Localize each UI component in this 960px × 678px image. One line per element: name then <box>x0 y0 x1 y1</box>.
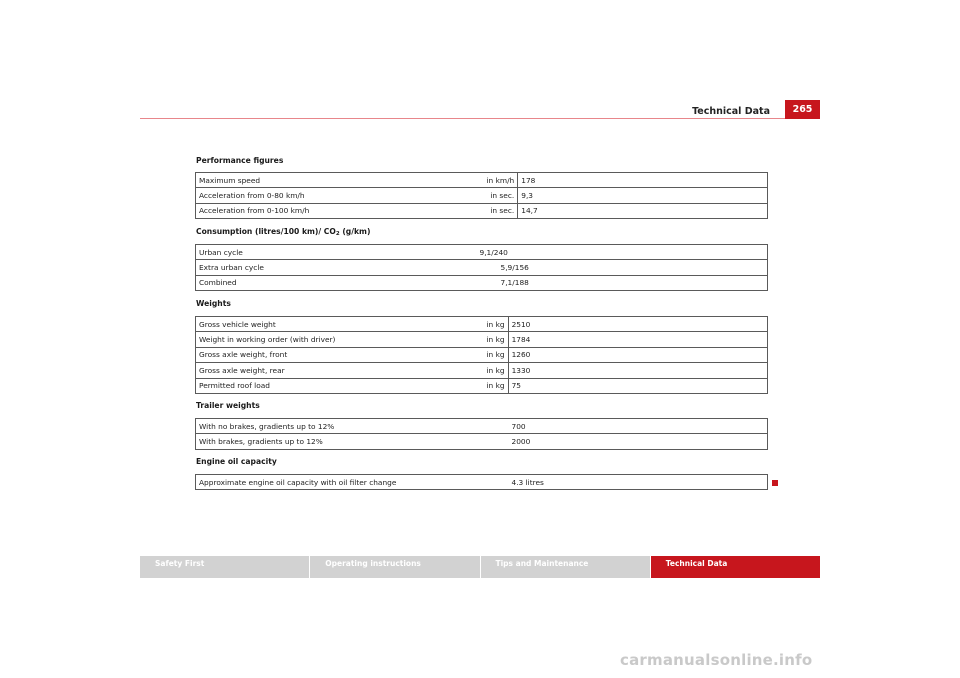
table-row <box>196 419 768 434</box>
table-row <box>196 347 768 362</box>
row-value: 75 <box>508 378 767 393</box>
row-label: Urban cycle <box>196 245 477 260</box>
table-row <box>196 275 768 290</box>
row-value: 1260 <box>508 347 767 362</box>
row-value: 9,1/240 <box>477 245 768 260</box>
row-label: Acceleration from 0-100 km/h <box>196 203 484 218</box>
row-value: 9,3 <box>518 188 768 203</box>
row-value: 1784 <box>508 332 767 347</box>
section-title-performance: Performance figures <box>196 156 284 165</box>
row-value: 2000 <box>484 434 768 449</box>
watermark: carmanualsonline.info <box>620 651 813 669</box>
row-label: With brakes, gradients up to 12% <box>196 434 484 449</box>
row-label: Acceleration from 0-80 km/h <box>196 188 484 203</box>
trailer-table <box>195 418 768 450</box>
row-unit: in km/h <box>484 173 518 188</box>
row-label: Permitted roof load <box>196 378 484 393</box>
row-value: 700 <box>484 419 768 434</box>
row-value: 14,7 <box>518 203 768 218</box>
consumption-title-tail: (g/km) <box>339 227 371 236</box>
row-value: 5,9/156 <box>477 260 768 275</box>
row-value: 4.3 litres <box>484 475 768 490</box>
row-value: 2510 <box>508 317 767 332</box>
consumption-table <box>195 244 768 291</box>
table-row <box>196 434 768 449</box>
consumption-title-subscript: 2 <box>335 231 340 237</box>
row-label: Weight in working order (with driver) <box>196 332 484 347</box>
table-row <box>196 188 768 203</box>
row-unit: in sec. <box>484 188 518 203</box>
row-label: Gross axle weight, front <box>196 347 484 362</box>
row-label: With no brakes, gradients up to 12% <box>196 419 484 434</box>
table-row <box>196 378 768 393</box>
section-title-oil: Engine oil capacity <box>196 457 277 466</box>
footer-tab-operating-instructions[interactable]: Operating instructions <box>310 556 479 578</box>
consumption-title-main: Consumption (litres/100 km)/ CO <box>196 227 336 236</box>
row-label: Combined <box>196 275 477 290</box>
row-unit: in kg <box>484 347 509 362</box>
footer-navigation <box>140 556 820 578</box>
row-label: Gross vehicle weight <box>196 317 484 332</box>
row-unit: in kg <box>484 363 509 378</box>
row-label: Gross axle weight, rear <box>196 363 484 378</box>
row-unit: in kg <box>484 378 509 393</box>
table-row <box>196 317 768 332</box>
footer-tab-technical-data[interactable]: Technical Data <box>651 556 820 578</box>
row-label: Approximate engine oil capacity with oil filter change <box>196 475 484 490</box>
footer-tab-safety-first[interactable]: Safety First <box>140 556 309 578</box>
section-title-consumption <box>196 227 370 237</box>
page-number: 265 <box>785 100 820 119</box>
page-header-title: Technical Data <box>692 106 770 117</box>
row-value: 7,1/188 <box>477 275 768 290</box>
table-row <box>196 332 768 347</box>
row-value: 178 <box>518 173 768 188</box>
oil-table <box>195 474 768 490</box>
footer-tab-tips-and-maintenance[interactable]: Tips and Maintenance <box>481 556 650 578</box>
row-unit: in sec. <box>484 203 518 218</box>
row-label: Maximum speed <box>196 173 484 188</box>
header-rule <box>140 118 820 119</box>
section-title-trailer: Trailer weights <box>196 401 260 410</box>
row-label: Extra urban cycle <box>196 260 477 275</box>
performance-table <box>195 172 768 219</box>
table-row <box>196 173 768 188</box>
table-row <box>196 363 768 378</box>
table-row <box>196 475 768 490</box>
row-value: 1330 <box>508 363 767 378</box>
row-unit: in kg <box>484 317 509 332</box>
row-unit: in kg <box>484 332 509 347</box>
table-row <box>196 245 768 260</box>
section-title-weights: Weights <box>196 299 231 308</box>
end-of-section-marker <box>772 480 778 486</box>
weights-table <box>195 316 768 394</box>
table-row <box>196 203 768 218</box>
table-row <box>196 260 768 275</box>
